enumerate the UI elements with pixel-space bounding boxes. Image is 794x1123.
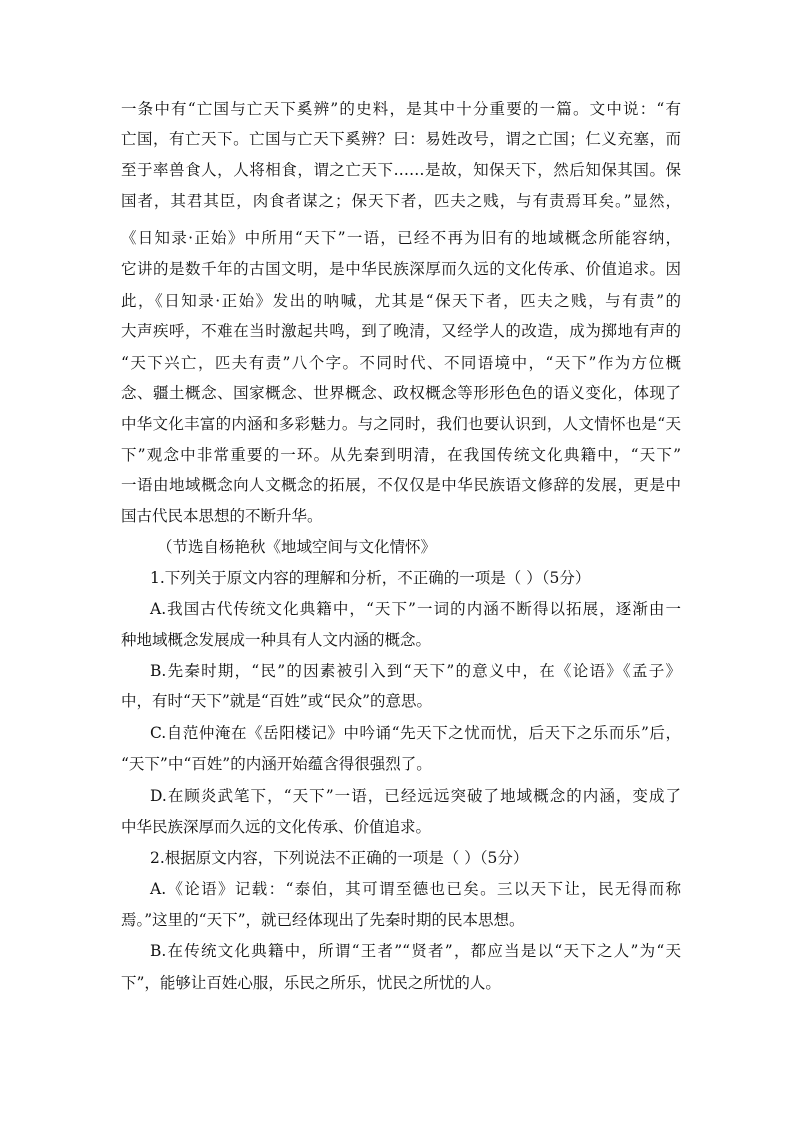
question-2-option-a: 焉。”这里的“天下”，就已经体现出了先秦时期的民本思想。: [121, 911, 525, 929]
text-line: 念、疆土概念、国家概念、世界概念、政权概念等形形色色的语义变化，体现了: [121, 384, 681, 402]
source-citation: （节选自杨艳秋《地域空间与文化情怀》: [157, 538, 437, 556]
text-line: 一条中有“亡国与亡天下奚辨”的史料，是其中十分重要的一篇。文中说：“有: [121, 100, 681, 118]
text-line: 国古代民本思想的不断升华。: [121, 507, 323, 525]
question-1-stem: 1.下列关于原文内容的理解和分析，不正确的一项是（ ）（5分）: [150, 569, 591, 587]
text-line: 大声疾呼，不难在当时激起共鸣，到了晚清，又经学人的改造，成为掷地有声的: [121, 322, 681, 340]
text-line: 亡国，有亡天下。亡国与亡天下奚辨？曰：易姓改号，谓之亡国；仁义充塞，而: [121, 130, 681, 148]
text-line: 中华文化丰富的内涵和多彩魅力。与之同时，我们也要认识到，人文情怀也是“天: [121, 415, 681, 433]
question-1-option-a: 种地域概念发展成一种具有人文内涵的概念。: [121, 631, 432, 649]
question-1-option-c: “天下”中“百姓”的内涵开始蕴含得很强烈了。: [121, 755, 432, 773]
text-line: 《日知录·正始》中所用“天下”一语，已经不再为旧有的地域概念所能容纳，: [121, 229, 681, 247]
text-line: 一语由地域概念向人文概念的拓展，不仅仅是中华民族语文修辞的发展，更是中: [121, 476, 681, 494]
text-line: 国者，其君其臣，肉食者谋之；保天下者，匹夫之贱，与有责焉耳矣。”显然，: [121, 192, 681, 210]
text-line: 它讲的是数千年的古国文明，是中华民族深厚而久远的文化传承、价值追求。因: [121, 260, 681, 278]
question-2-option-b: B.在传统文化典籍中，所谓“王者”“贤者”，都应当是以“天下之人”为“天: [150, 942, 681, 960]
question-1-option-b: B.先秦时期，“民”的因素被引入到“天下”的意义中，在《论语》《孟子》: [150, 662, 681, 680]
text-line: 下”观念中非常重要的一环。从先秦到明清，在我国传统文化典籍中，“天下”: [121, 446, 681, 464]
question-1-option-c: C.自范仲淹在《岳阳楼记》中吟诵“先天下之忧而忧，后天下之乐而乐”后，: [150, 724, 681, 742]
question-1-option-d: 中华民族深厚而久远的文化传承、价值追求。: [121, 818, 432, 836]
text-line: 此，《日知录·正始》发出的呐喊，尤其是“保天下者，匹夫之贱，与有责”的: [121, 292, 681, 310]
question-2-stem: 2.根据原文内容，下列说法不正确的一项是（ ）（5分）: [150, 849, 529, 867]
question-1-option-b: 中，有时“天下”就是“百姓”或“民众”的意思。: [121, 692, 433, 710]
text-line: 至于率兽食人，人将相食，谓之亡天下……是故，知保天下，然后知保其国。保: [121, 161, 681, 179]
text-line: “天下兴亡，匹夫有责”八个字。不同时代、不同语境中，“天下”作为方位概: [121, 354, 681, 372]
question-2-option-b: 下”，能够让百姓心服，乐民之所乐，忧民之所忧的人。: [121, 974, 501, 992]
question-2-option-a: A.《论语》记载：“泰伯，其可谓至德也已矣。三以天下让，民无得而称: [150, 880, 681, 898]
question-1-option-a: A.我国古代传统文化典籍中，“天下”一词的内涵不断得以拓展，逐渐由一: [150, 600, 681, 618]
question-1-option-d: D.在顾炎武笔下，“天下”一语，已经远远突破了地域概念的内涵，变成了: [150, 787, 681, 805]
